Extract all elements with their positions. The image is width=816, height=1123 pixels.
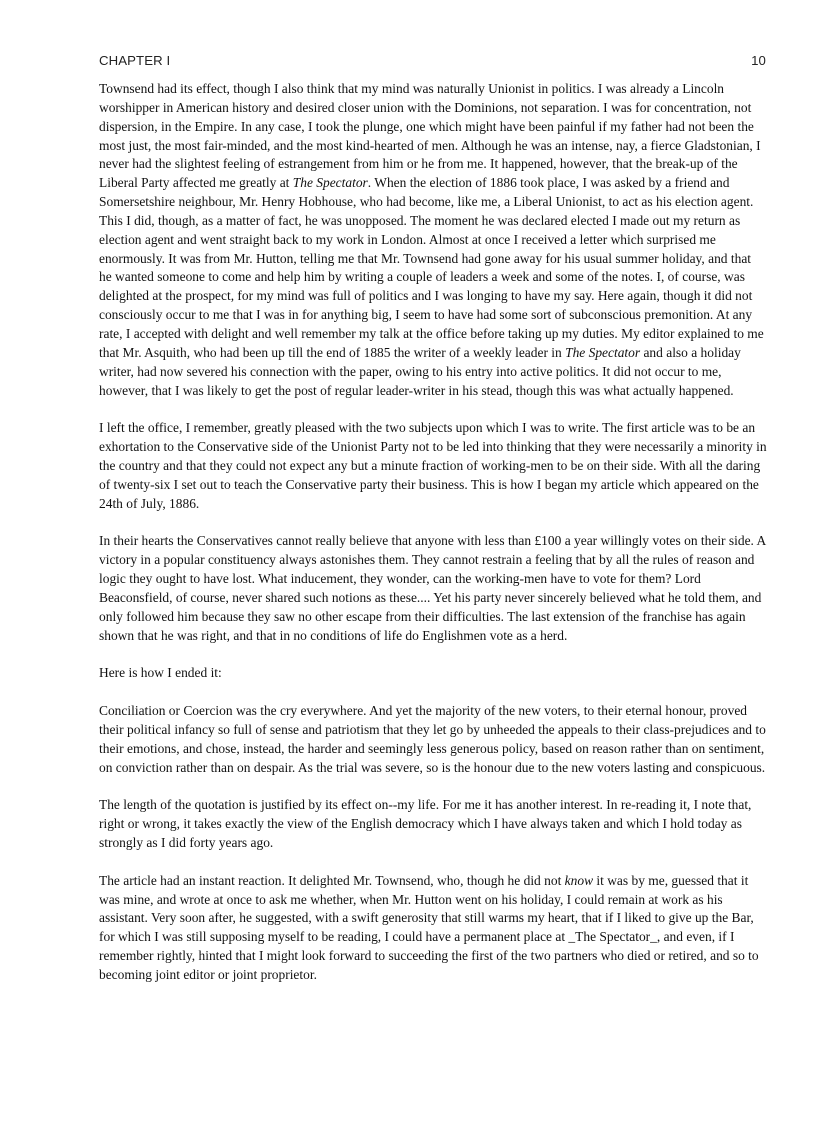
- quotation-paragraph-1: In their hearts the Conservatives cannot really believe that anyone with less than £100 a year willingly votes on their side. A victory in a popular constituency always astonishes them. They cannot restrain a feeling that by all the rules of reason and logic they ought to have lost. What inducement, they wonder, can the working-men have to vote for them? Lord Beaconsfield, of course, never shared such notions as these.... Yet his party never sincerely believed what he told them, and only followed him because they saw no other escape from their difficulties. The last extension of the franchise has again shown that he was right, and that in no conditions of life do Englishmen vote as a herd.: [99, 533, 766, 643]
- quotation-paragraph-2: Conciliation or Coercion was the cry everywhere. And yet the majority of the new voters, to their eternal honour, proved their political infancy so full of sense and patriotism that they let go by unheeded the appeals to their class-prejudices and to their emotions, and chose, instead, the harder and seemingly less generous policy, based on reason rather than on sentiment, on conviction rather than on despair. As the trial was severe, so is the honour due to the new voters lasting and conspicuous.: [99, 703, 766, 775]
- paragraph-2: I left the office, I remember, greatly pleased with the two subjects upon which I was to write. The first article was to be an exhortation to the Conservative side of the Unionist Party not to be led into thinking that they were necessarily a minority in the country and that they could not expect any but a minute fraction of working-men to be on their side. With all the daring of twenty-six I set out to teach the Conservative party their business. This is how I began my article which appeared on the 24th of July, 1886.: [99, 420, 767, 511]
- paragraph-3: Here is how I ended it:: [99, 665, 222, 681]
- italic-title: The Spectator: [292, 175, 368, 191]
- body-text: [99, 80, 767, 1004]
- paragraph-5: The article had an instant reaction. It delighted Mr. Townsend, who, though he did not know it was by me, guessed that it was mine, and wrote at once to ask me whether, when Mr. Hutton went on his holiday, I could remain at work as his assistant. Very soon after, he suggested, with a swift generosity that still warms my heart, that if I liked to give up the Bar, for which I was still supposing myself to be reading, I could have a permanent place at _The Spectator_, and even, if I remember rightly, hinted that I might look forward to succeeding the first of the two partners who died or retired, and so to becoming joint editor or joint proprietor.: [99, 872, 759, 982]
- page-number: 10: [751, 53, 766, 68]
- chapter-title: CHAPTER I: [99, 53, 171, 68]
- italic-title: The Spectator: [565, 344, 641, 360]
- paragraph-4: The length of the quotation is justified by its effect on--my life. For me it has another interest. In re-reading it, I note that, right or wrong, it takes exactly the view of the English democracy which I have always taken and which I hold today as strongly as I did forty years ago.: [99, 797, 752, 850]
- paragraph-1: Townsend had its effect, though I also think that my mind was naturally Unionist in politics. I was already a Lincoln worshipper in American history and desired closer union with the Dominions, not separation. I was for concentration, not dispersion, in the Empire. In any case, I took the plunge, one which might have been painful if my father had not been the most just, the most fair-minded, and the most kind-hearted of men. Although he was an intense, nay, a fierce Gladstonian, I never had the slightest feeling of estrangement from him or he from me. It happened, however, that the break-up of the Liberal Party affected me greatly at The Spectator. When the election of 1886 took place, I was asked by a friend and Somersetshire neighbour, Mr. Henry Hobhouse, who had become, like me, a Liberal Unionist, to act as his election agent. This I did, though, as a matter of fact, he was unopposed. The moment he was declared elected I made out my return as election agent and went straight back to my work in London. Almost at once I received a letter which surprised me enormously. It was from Mr. Hutton, telling me that Mr. Townsend had gone away for his usual summer holiday, and that he wanted someone to come and help him by writing a couple of leaders a week and some of the notes. I, of course, was delighted at the prospect, for my mind was full of politics and I was longing to have my say. Here again, though it did not consciously occur to me that I was in for anything big, I seem to have had some sort of subconscious premonition. At any rate, I accepted with delight and well remember my talk at the office before taking up my duties. My editor explained to me that Mr. Asquith, who had been up till the end of 1885 the writer of a weekly leader in The Spectator and also a holiday writer, had now severed his connection with the paper, owing to his entry into active politics. It did not occur to me, however, that I was likely to get the post of regular leader-writer in his stead, though this was what actually happened.: [99, 81, 764, 398]
- italic-word: know: [564, 872, 594, 888]
